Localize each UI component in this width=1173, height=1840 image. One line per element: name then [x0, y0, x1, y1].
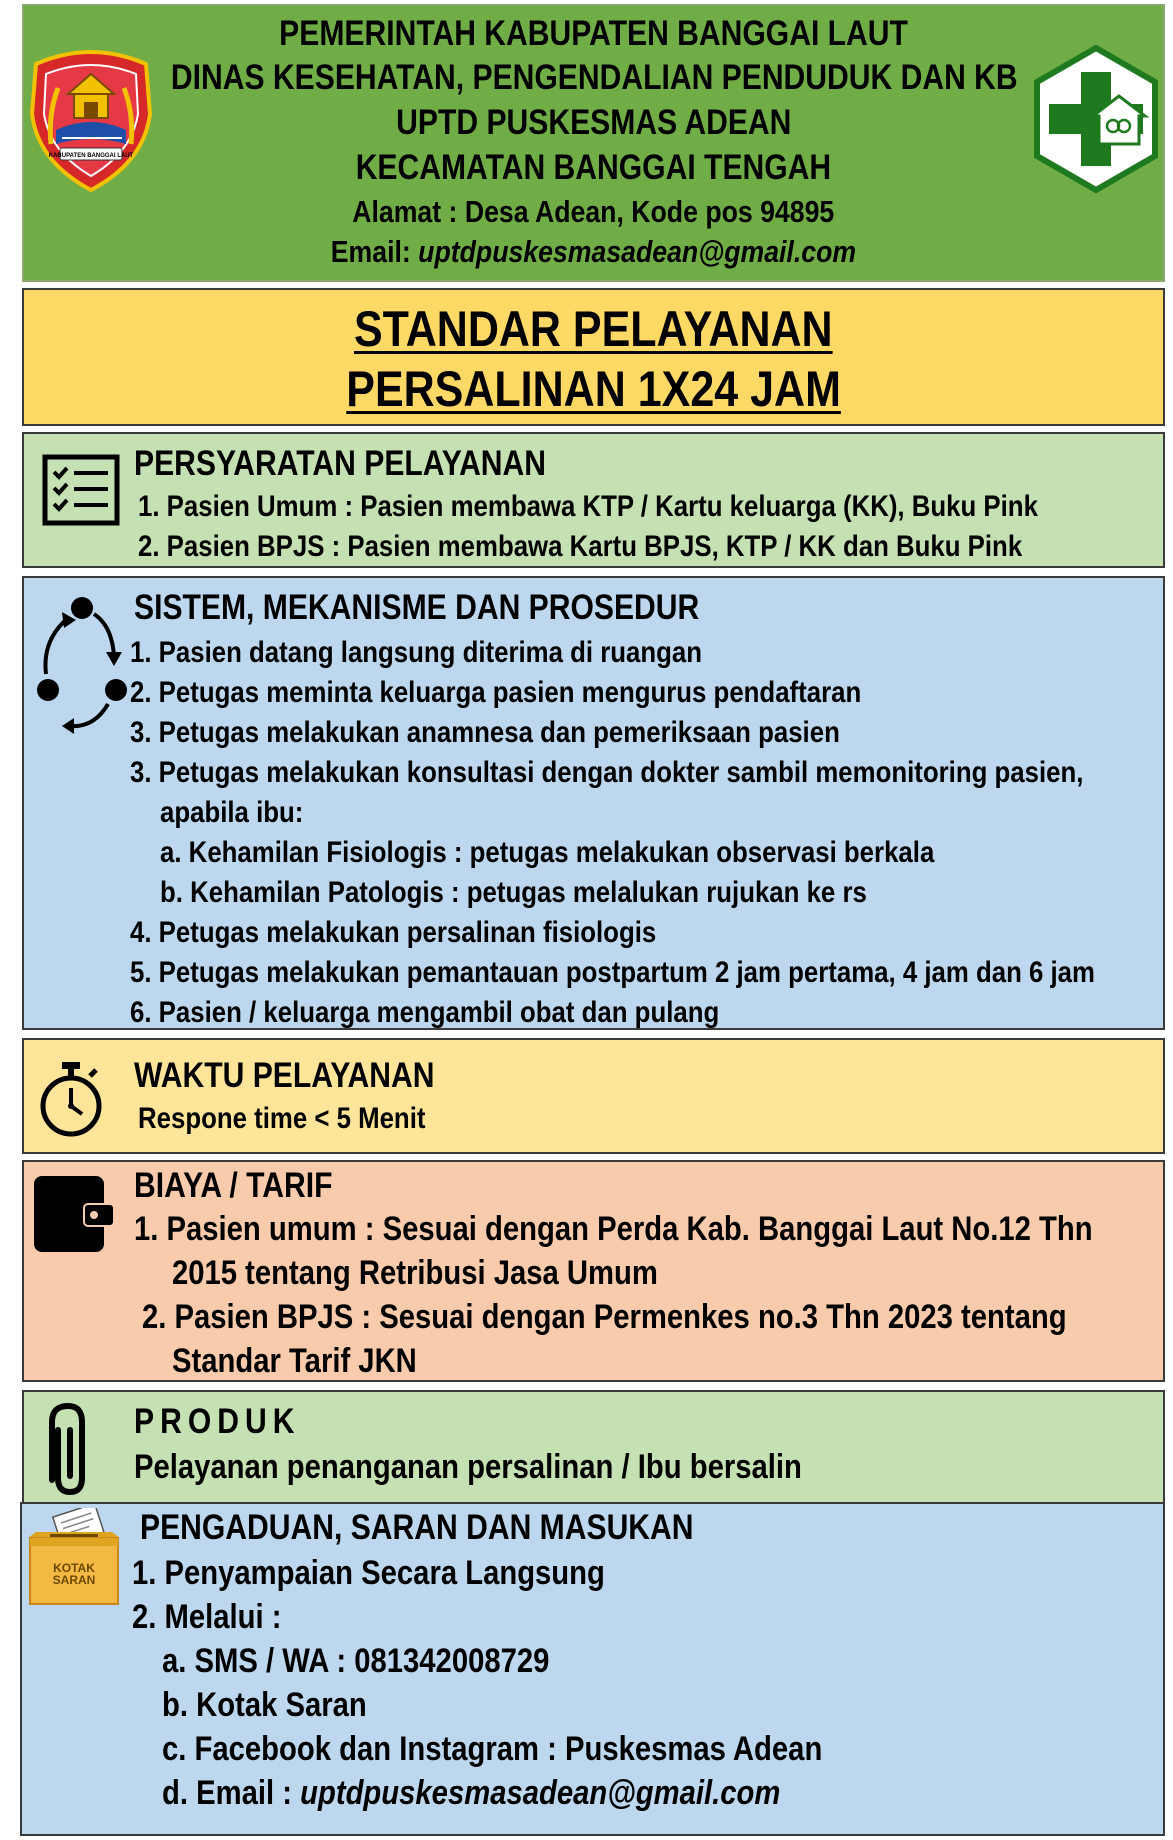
product-text: Pelayanan penanganan persalinan / Ibu bersalin	[134, 1448, 802, 1486]
suggestion-box-label-2: SARAN	[52, 1573, 96, 1587]
stopwatch-icon	[38, 1060, 104, 1140]
cost-item-2: 2. Pasien BPJS : Sesuai dengan Permenkes no.3 Thn 2023 tentang	[142, 1298, 1067, 1336]
requirements-item-2: 2. Pasien BPJS : Pasien membawa Kartu BPJS, KTP / KK dan Buku Pink	[138, 530, 1023, 563]
complaints-item-2: 2. Melalui :	[132, 1598, 282, 1636]
procedure-item-4a: a. Kehamilan Fisiologis : petugas melakukan observasi berkala	[160, 836, 935, 869]
paperclip-icon	[42, 1400, 90, 1500]
header-email-line: Email: uptdpuskesmasadean@gmail.com	[330, 234, 857, 269]
procedure-item-2: 2. Petugas meminta keluarga pasien mengurus pendaftaran	[130, 676, 862, 709]
procedure-item-1: 1. Pasien datang langsung diterima di ruangan	[130, 636, 703, 669]
service-time-text: Respone time < 5 Menit	[138, 1102, 426, 1135]
complaints-email: uptdpuskesmasadean@gmail.com	[300, 1774, 781, 1812]
checklist-icon	[42, 454, 120, 526]
header-line-2: DINAS KESEHATAN, PENGENDALIAN PENDUDUK DAN KB	[170, 58, 1018, 97]
cost-panel	[22, 1160, 1165, 1382]
requirements-item-1: 1. Pasien Umum : Pasien membawa KTP / Kartu keluarga (KK), Buku Pink	[138, 490, 1038, 523]
complaints-panel	[20, 1502, 1165, 1836]
cost-item-1-cont: 2015 tentang Retribusi Jasa Umum	[172, 1254, 658, 1292]
header-address: Alamat : Desa Adean, Kode pos 94895	[352, 194, 835, 229]
header-line-1: PEMERINTAH KABUPATEN BANGGAI LAUT	[279, 14, 908, 53]
title-line-2: PERSALINAN 1X24 JAM	[346, 361, 841, 417]
procedure-item-7: 6. Pasien / keluarga mengambil obat dan pulang	[130, 996, 720, 1029]
procedure-item-3: 3. Petugas melakukan anamnesa dan pemeriksaan pasien	[130, 716, 840, 749]
service-time-heading: WAKTU PELAYANAN	[134, 1056, 435, 1095]
title-line-1: STANDAR PELAYANAN	[354, 301, 833, 357]
procedure-item-4-cont: apabila ibu:	[160, 796, 304, 829]
title-panel	[22, 288, 1165, 426]
suggestion-box-label-1: KOTAK	[53, 1561, 95, 1575]
service-time-panel	[22, 1038, 1165, 1154]
complaints-item-1: 1. Penyampaian Secara Langsung	[132, 1554, 605, 1592]
cost-item-1: 1. Pasien umum : Sesuai dengan Perda Kab. Banggai Laut No.12 Thn	[134, 1210, 1093, 1248]
procedure-item-5: 4. Petugas melakukan persalinan fisiologis	[130, 916, 657, 949]
complaints-item-2d: d. Email : uptdpuskesmasadean@gmail.com	[162, 1774, 781, 1812]
procedure-item-6: 5. Petugas melakukan pemantauan postpartum 2 jam pertama, 4 jam dan 6 jam	[130, 956, 1095, 989]
cost-item-2-cont: Standar Tarif JKN	[172, 1342, 417, 1380]
requirements-panel	[22, 432, 1165, 568]
requirements-heading: PERSYARATAN PELAYANAN	[134, 444, 547, 483]
complaints-item-2a: a. SMS / WA : 081342008729	[162, 1642, 550, 1680]
header-line-4: KECAMATAN BANGGAI TENGAH	[355, 148, 832, 187]
crest-logo-text: KABUPATEN BANGGAI LAUT	[48, 153, 134, 159]
product-panel	[22, 1390, 1165, 1504]
complaints-item-2c: c. Facebook dan Instagram : Puskesmas Adean	[162, 1730, 823, 1768]
puskesmas-logo-icon	[1031, 44, 1161, 194]
procedure-item-4: 3. Petugas melakukan konsultasi dengan dokter sambil memonitoring pasien,	[130, 756, 1084, 789]
cycle-arrows-icon	[36, 592, 128, 742]
header-line-3: UPTD PUSKESMAS ADEAN	[395, 103, 792, 142]
procedure-item-4b: b. Kehamilan Patologis : petugas melalukan rujukan ke rs	[160, 876, 867, 909]
product-heading: PRODUK	[134, 1402, 301, 1441]
cost-heading: BIAYA / TARIF	[134, 1166, 333, 1205]
procedure-panel	[22, 576, 1165, 1030]
wallet-icon	[32, 1174, 114, 1254]
header-panel	[22, 4, 1165, 282]
complaints-item-2b: b. Kotak Saran	[162, 1686, 367, 1724]
suggestion-box-icon	[24, 1508, 124, 1608]
header-email: uptdpuskesmasadean@gmail.com	[418, 234, 857, 269]
procedure-heading: SISTEM, MEKANISME DAN PROSEDUR	[134, 588, 700, 627]
complaints-heading: PENGADUAN, SARAN DAN MASUKAN	[140, 1508, 694, 1547]
